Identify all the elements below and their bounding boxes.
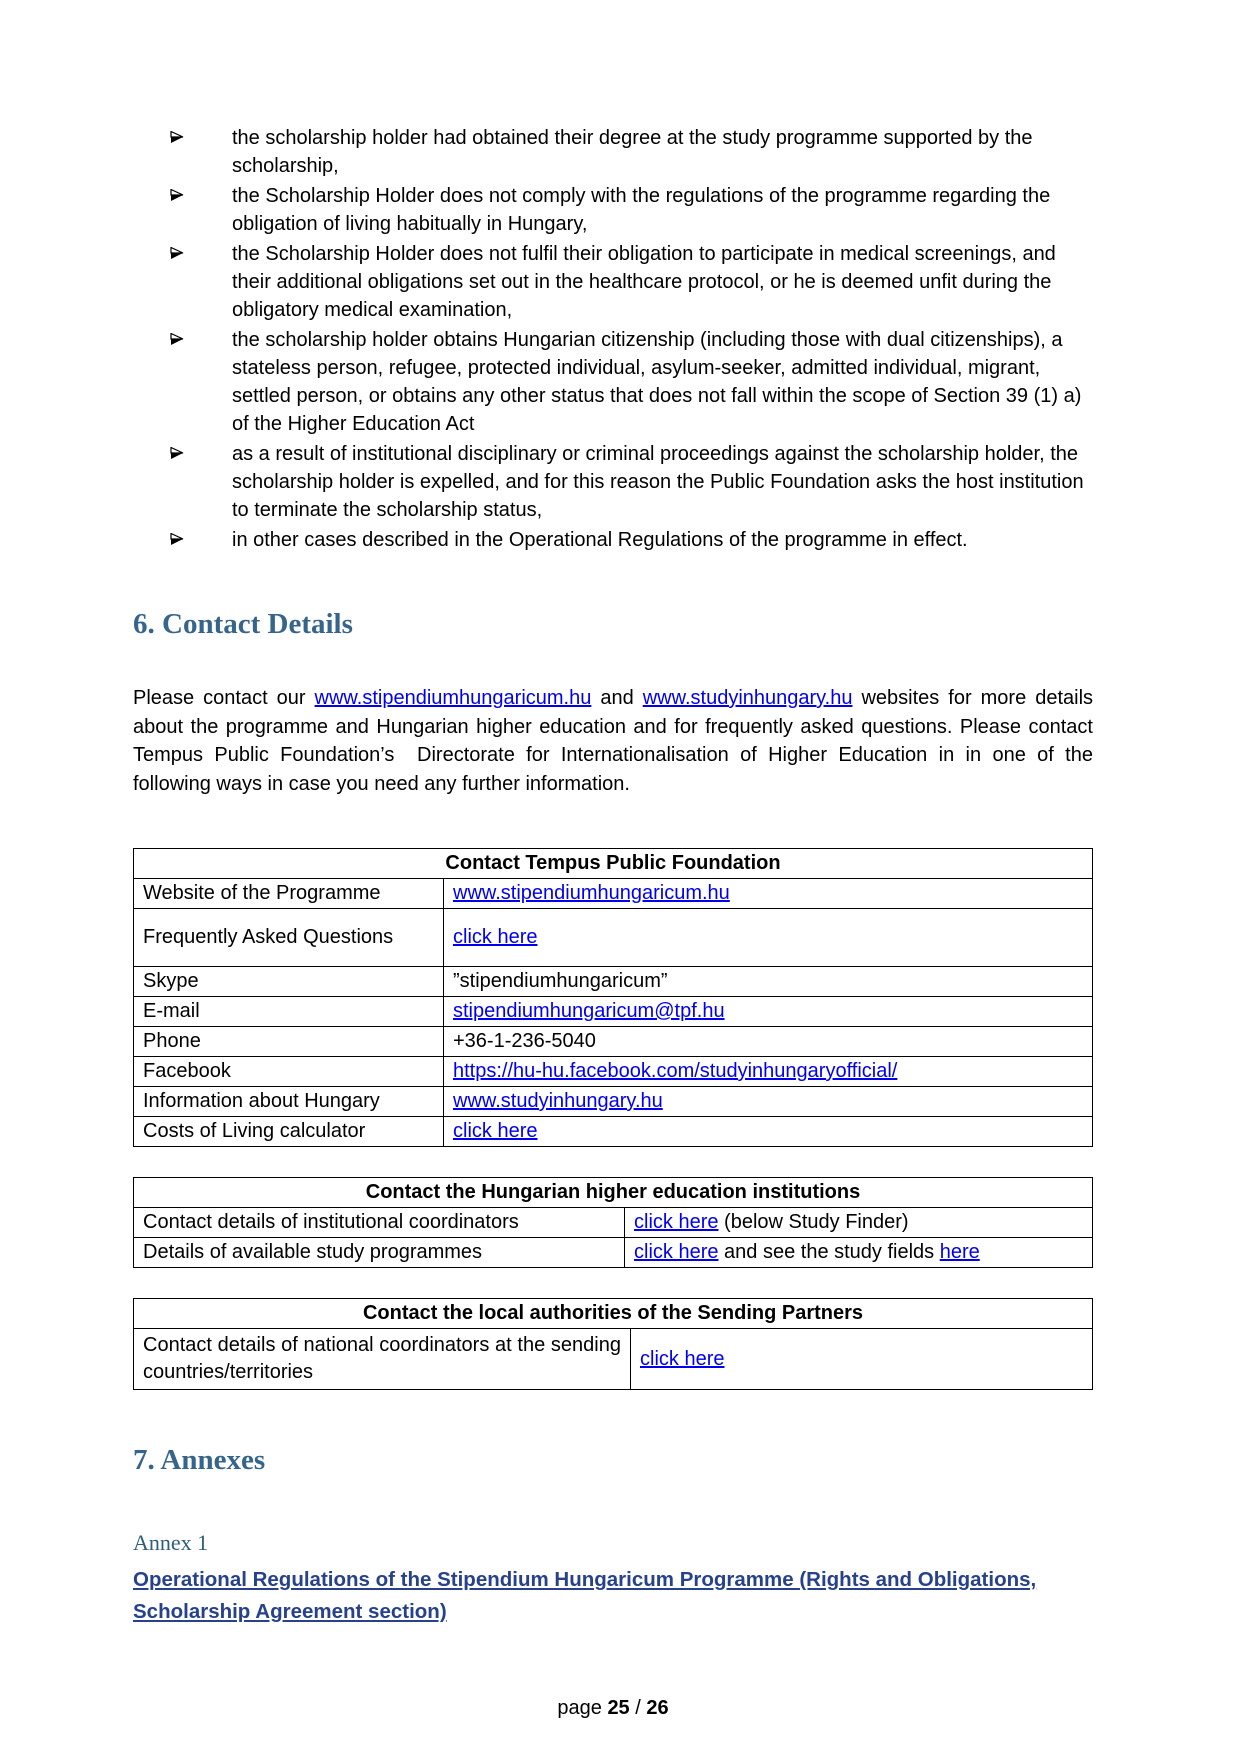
row-label: Facebook <box>134 1057 444 1087</box>
list-item <box>133 182 1093 238</box>
programmes-click-here-link[interactable]: click here <box>634 1241 719 1263</box>
page-footer <box>133 1697 1093 1720</box>
list-item-text: in other cases described in the Operational Regulations of the programme in effect. <box>232 529 968 551</box>
table-row <box>134 879 1093 909</box>
institutions-contact-table <box>133 1177 1093 1268</box>
arrow-bullet-icon <box>133 240 232 324</box>
sending-partners-contact-table <box>133 1298 1093 1390</box>
operational-regulations-link[interactable]: Operational Regulations of the Stipendium Hungaricum Programme (Rights and Obligations, Scholarship Agreement section) <box>133 1568 1037 1623</box>
value-text: (below Study Finder) <box>718 1211 909 1233</box>
row-label: Details of available study programmes <box>134 1238 625 1268</box>
row-label: Phone <box>134 1027 444 1057</box>
table-header-row <box>134 1178 1093 1208</box>
list-item-text: the scholarship holder had obtained their degree at the study programme supported by the scholarship, <box>232 127 1033 177</box>
arrow-bullet-icon <box>133 440 232 524</box>
row-label: Frequently Asked Questions <box>134 909 444 967</box>
phone-value: +36-1-236-5040 <box>444 1027 1093 1057</box>
current-page-number: 25 <box>607 1697 630 1719</box>
section-heading-annexes: 7. Annexes <box>133 1444 266 1476</box>
total-page-number: 26 <box>646 1697 669 1719</box>
table-title: Contact the local authorities of the Sending Partners <box>134 1299 1093 1329</box>
table-row <box>134 1117 1093 1147</box>
row-label: Contact details of institutional coordinators <box>134 1208 625 1238</box>
facebook-link[interactable]: https://hu-hu.facebook.com/studyinhungaryofficial/ <box>453 1060 898 1082</box>
faq-click-here-link[interactable]: click here <box>453 926 538 948</box>
arrow-bullet-icon <box>133 526 232 554</box>
table-row <box>134 909 1093 967</box>
list-item-text: as a result of institutional disciplinary or criminal proceedings against the scholarship holder, the scholarship holder is expelled, and for this reason the Public Foundation asks the host institution to terminate the scholarship status, <box>232 443 1084 521</box>
list-item <box>133 440 1093 524</box>
paragraph-text: and <box>591 687 643 709</box>
list-item-text: the Scholarship Holder does not comply with the regulations of the programme regarding the obligation of living habitually in Hungary, <box>232 185 1051 235</box>
row-label: E-mail <box>134 997 444 1027</box>
paragraph-text: Please contact our <box>133 687 315 709</box>
table-row <box>134 1027 1093 1057</box>
living-costs-click-here-link[interactable]: click here <box>453 1120 538 1142</box>
table-row <box>134 1329 1093 1390</box>
table-header-row <box>134 849 1093 879</box>
tempus-contact-table <box>133 848 1093 1147</box>
stipendiumhungaricum-website-link[interactable]: www.stipendiumhungaricum.hu <box>314 687 592 709</box>
annex-1-label: Annex 1 <box>133 1530 209 1555</box>
list-item <box>133 326 1093 438</box>
coordinators-click-here-link[interactable]: click here <box>634 1211 719 1233</box>
skype-value: ”stipendiumhungaricum” <box>444 967 1093 997</box>
table-row <box>134 1087 1093 1117</box>
list-item <box>133 124 1093 180</box>
row-label: Costs of Living calculator <box>134 1117 444 1147</box>
table-row <box>134 997 1093 1027</box>
termination-conditions-list <box>133 124 1093 554</box>
table-header-row <box>134 1299 1093 1329</box>
studyinhungary-website-link[interactable]: www.studyinhungary.hu <box>642 687 853 709</box>
contact-intro-paragraph <box>133 684 1093 798</box>
table-title: Contact Tempus Public Foundation <box>134 849 1093 879</box>
table-row <box>134 1238 1093 1268</box>
value-text: and see the study fields <box>718 1241 940 1263</box>
programme-website-link[interactable]: www.stipendiumhungaricum.hu <box>453 882 730 904</box>
row-label: Contact details of national coordinators at the sending countries/territories <box>134 1329 631 1390</box>
arrow-bullet-icon <box>133 326 232 438</box>
hungary-info-link[interactable]: www.studyinhungary.hu <box>453 1090 663 1112</box>
row-label: Skype <box>134 967 444 997</box>
footer-text: / <box>629 1697 647 1719</box>
table-row <box>134 1057 1093 1087</box>
national-coordinators-click-here-link[interactable]: click here <box>640 1347 725 1370</box>
row-label: Information about Hungary <box>134 1087 444 1117</box>
list-item <box>133 240 1093 324</box>
list-item-text: the Scholarship Holder does not fulfil their obligation to participate in medical screenings, and their additional obligations set out in the healthcare protocol, or he is deemed unfit during the obligatory medical examination, <box>232 243 1056 321</box>
study-fields-here-link[interactable]: here <box>939 1241 980 1263</box>
table-row <box>134 1208 1093 1238</box>
list-item <box>133 526 1093 554</box>
row-label: Website of the Programme <box>134 879 444 909</box>
table-row <box>134 967 1093 997</box>
arrow-bullet-icon <box>133 124 232 180</box>
table-title: Contact the Hungarian higher education institutions <box>134 1178 1093 1208</box>
section-heading-contact-details: 6. Contact Details <box>133 608 353 640</box>
email-link[interactable]: stipendiumhungaricum@tpf.hu <box>453 1000 725 1022</box>
footer-text: page <box>557 1697 608 1719</box>
annex-1-link-block <box>133 1564 1093 1628</box>
arrow-bullet-icon <box>133 182 232 238</box>
paragraph-text: websites for more details about the programme and Hungarian higher education and for frequently asked questions. Please contact Tempus Public Foundation’s Directorate for Internationalisation of Higher Education in in one of the following ways in case you need any further information. <box>133 687 1094 795</box>
list-item-text: the scholarship holder obtains Hungarian citizenship (including those with dual citizenships), a stateless person, refugee, protected individual, asylum-seeker, admitted individual, migrant, settled person, or obtains any other status that does not fall within the scope of Section 39 (1) a) of the Higher Education Act <box>232 329 1082 435</box>
